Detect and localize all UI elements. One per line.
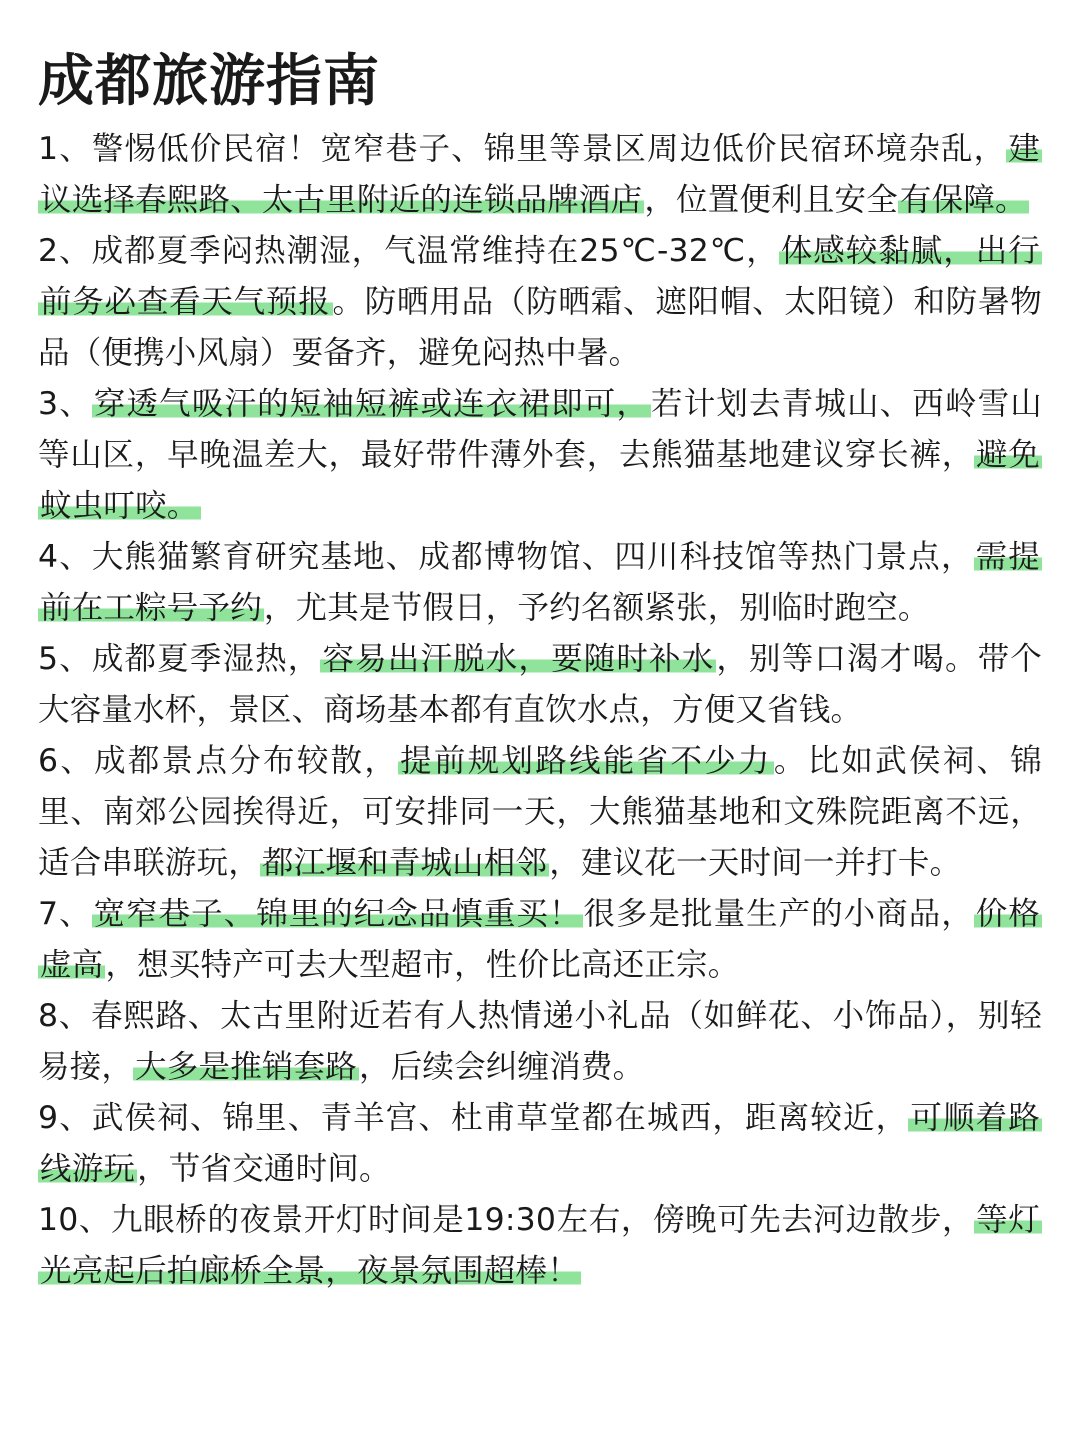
highlighted-text: 容易出汗脱水，要随时补水: [322, 641, 715, 677]
tip-item: [38, 532, 1042, 634]
highlighted-text: 体感较黏腻，出行前务必查看天气预报: [40, 233, 1040, 320]
tip-text: 2、成都夏季闷热潮湿，气温常维持在25℃-32℃，: [38, 233, 779, 269]
tip-item: [38, 736, 1042, 889]
tip-text: ，尤其是节假日，予约名额紧张，别临时跑空。: [263, 590, 930, 626]
highlighted-text: 等灯光亮起后拍廊桥全景，夜景氛围超棒！: [40, 1202, 1040, 1289]
highlighted-text: 需提前在工粽号予约: [40, 539, 1040, 626]
tip-text: 。比如武侯祠、锦里、南郊公园挨得近，可安排同一天，大熊猫基地和文殊院距离不远，适合串联游玩，: [38, 743, 1043, 881]
tip-text: 若计划去青城山、西岭雪山等山区，早晚温差大，最好带件薄外套，去熊猫基地建议穿长裤，: [38, 386, 1042, 473]
tip-item: [38, 991, 1042, 1093]
highlighted-text: 穿透气吸汗的短袖短裤或连衣裙即可，: [93, 386, 650, 422]
tip-text: 很多是批量生产的小商品，: [583, 896, 974, 932]
tip-item: [38, 1093, 1042, 1195]
tip-text: 6、成都景点分布较散，: [38, 743, 399, 779]
highlighted-text: 宽窄巷子、锦里的纪念品慎重买！: [93, 896, 582, 932]
tip-text: ，想买特产可去大型超市，性价比高还正宗。: [105, 947, 740, 983]
tip-text: ，节省交通时间。: [137, 1151, 391, 1187]
tip-item: [38, 634, 1042, 736]
tip-text: 9、武侯祠、锦里、青羊宫、杜甫草堂都在城西，距离较近，: [38, 1100, 909, 1136]
tip-text: 8、春熙路、太古里附近若有人热情递小礼品（如鲜花、小饰品），别轻易接，: [38, 998, 1042, 1085]
page-title: 成都旅游指南: [38, 49, 380, 114]
tip-text: ，别等口渴才喝。带个大容量水杯，景区、商场基本都有直饮水点，方便又省钱。: [38, 641, 1042, 728]
tip-text: ，后续会纠缠消费。: [359, 1049, 645, 1085]
highlighted-text: 避免蚊虫叮咬。: [40, 437, 1040, 524]
tip-text: 3、: [38, 386, 92, 422]
tip-item: [38, 226, 1042, 379]
highlighted-text: 有保障。: [899, 182, 1027, 218]
tips-list: [38, 124, 1042, 1297]
tip-item: [38, 889, 1042, 991]
tip-item: [38, 379, 1042, 532]
tip-text: 1、警惕低价民宿！宽窄巷子、锦里等景区周边低价民宿环境杂乱，: [38, 131, 1007, 167]
tip-text: 10、九眼桥的夜景开灯时间是19:30左右，傍晚可先去河边散步，: [38, 1202, 975, 1238]
tip-text: ，位置便利且安全: [644, 182, 898, 218]
tip-text: 7、: [38, 896, 92, 932]
tip-text: ，建议花一天时间一并打卡。: [549, 845, 962, 881]
highlighted-text: 大多是推销套路: [135, 1049, 358, 1085]
highlighted-text: 可顺着路线游玩: [40, 1100, 1040, 1187]
tip-text: 4、大熊猫繁育研究基地、成都博物馆、四川科技馆等热门景点，: [38, 539, 974, 575]
highlighted-text: 价格虚高: [40, 896, 1040, 983]
highlighted-text: 建议选择春熙路、太古里附近的连锁品牌酒店: [40, 131, 1040, 218]
tip-text: 5、成都夏季湿热，: [38, 641, 321, 677]
tip-text: 。防晒用品（防晒霜、遮阳帽、太阳镜）和防暑物品（便携小风扇）要备齐，避免闷热中暑。: [38, 284, 1042, 371]
tip-item: [38, 124, 1042, 226]
highlighted-text: 都江堰和青城山相邻: [261, 845, 548, 881]
tip-item: [38, 1195, 1042, 1297]
highlighted-text: 提前规划路线能省不少力: [400, 743, 772, 779]
